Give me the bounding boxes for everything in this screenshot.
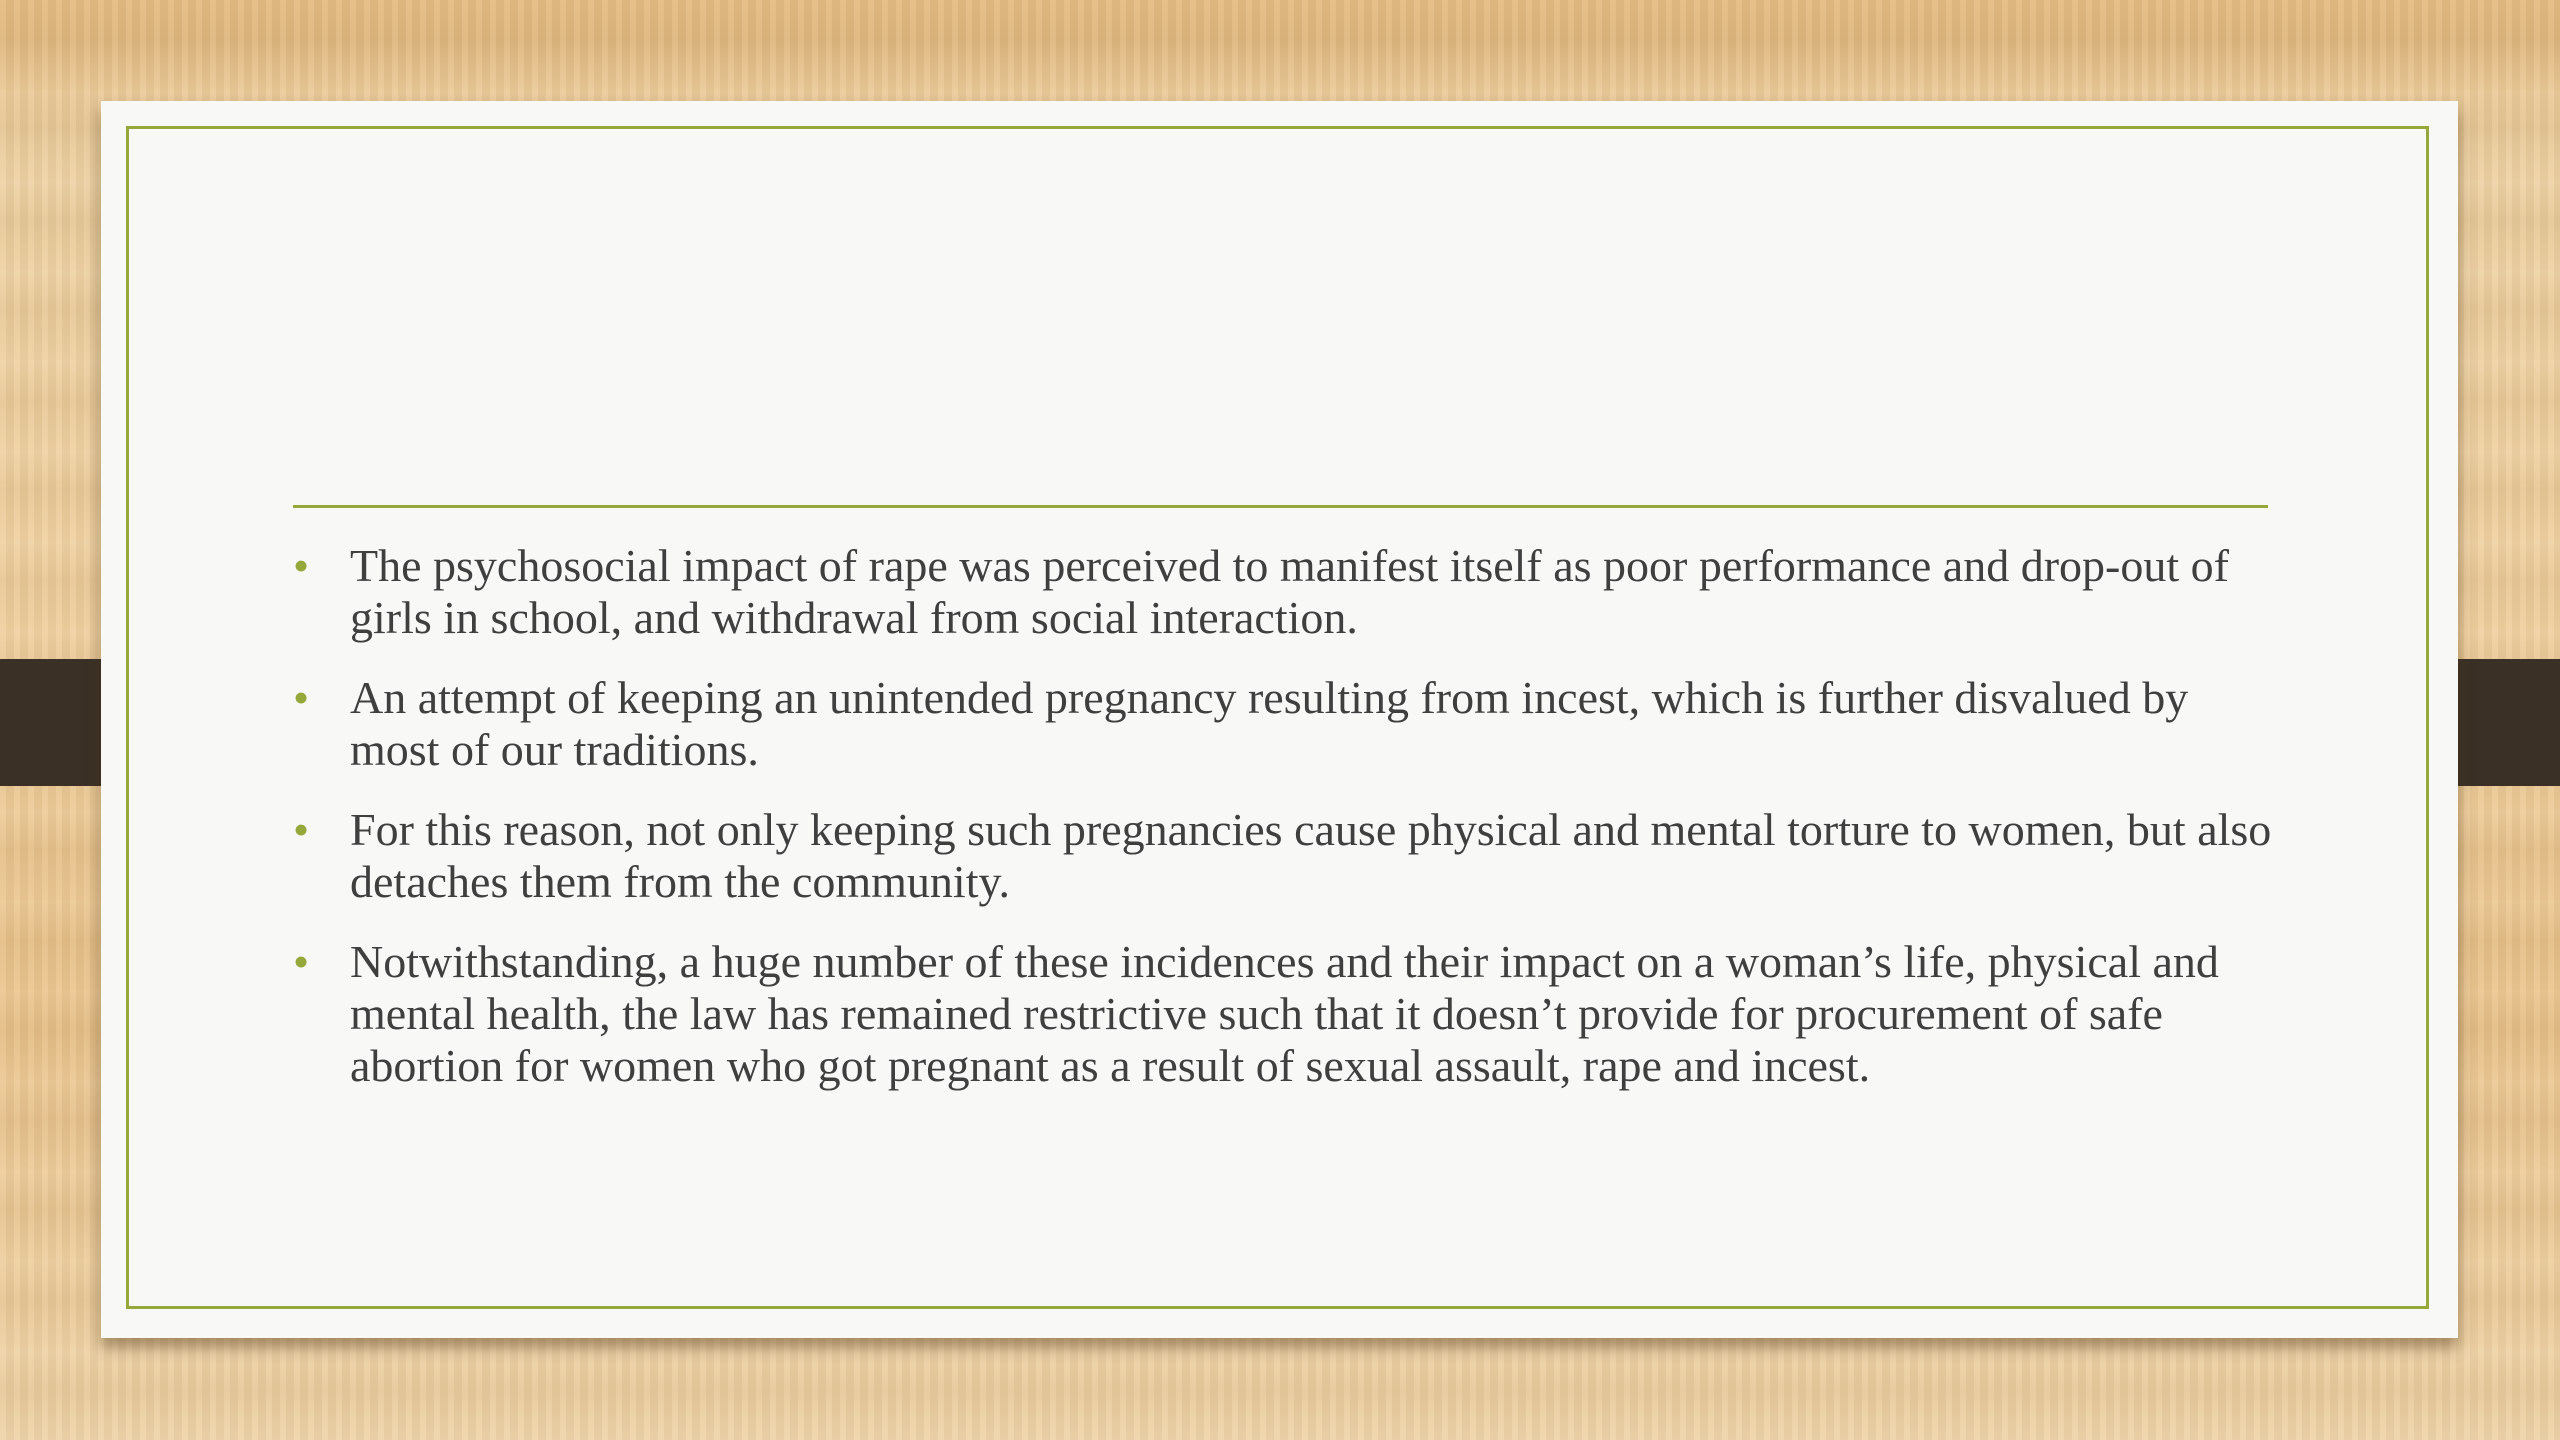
bullet-text: The psychosocial impact of rape was perceived to manifest itself as poor performance and drop-out of girls in school, and withdrawal from social interaction. bbox=[350, 540, 2229, 643]
bullet-text: An attempt of keeping an unintended pregnancy resulting from incest, which is further disvalued by most of our traditions. bbox=[350, 672, 2189, 775]
bullet-list bbox=[293, 540, 2283, 1120]
bullet-dot-icon: • bbox=[293, 672, 310, 723]
bullet-item bbox=[293, 540, 2283, 644]
bullet-dot-icon: • bbox=[293, 540, 310, 591]
bullet-text: For this reason, not only keeping such pregnancies cause physical and mental torture to women, but also detaches them from the community. bbox=[350, 804, 2272, 907]
bullet-dot-icon: • bbox=[293, 804, 310, 855]
bullet-dot-icon: • bbox=[293, 936, 310, 987]
bullet-item bbox=[293, 936, 2283, 1092]
bullet-item bbox=[293, 804, 2283, 908]
title-divider bbox=[293, 505, 2268, 508]
bullet-item bbox=[293, 672, 2283, 776]
bullet-text: Notwithstanding, a huge number of these incidences and their impact on a woman’s life, physical and mental health, the law has remained restrictive such that it doesn’t provide for procurement of safe abortion for women who got pregnant as a result of sexual assault, rape and incest. bbox=[350, 936, 2219, 1091]
